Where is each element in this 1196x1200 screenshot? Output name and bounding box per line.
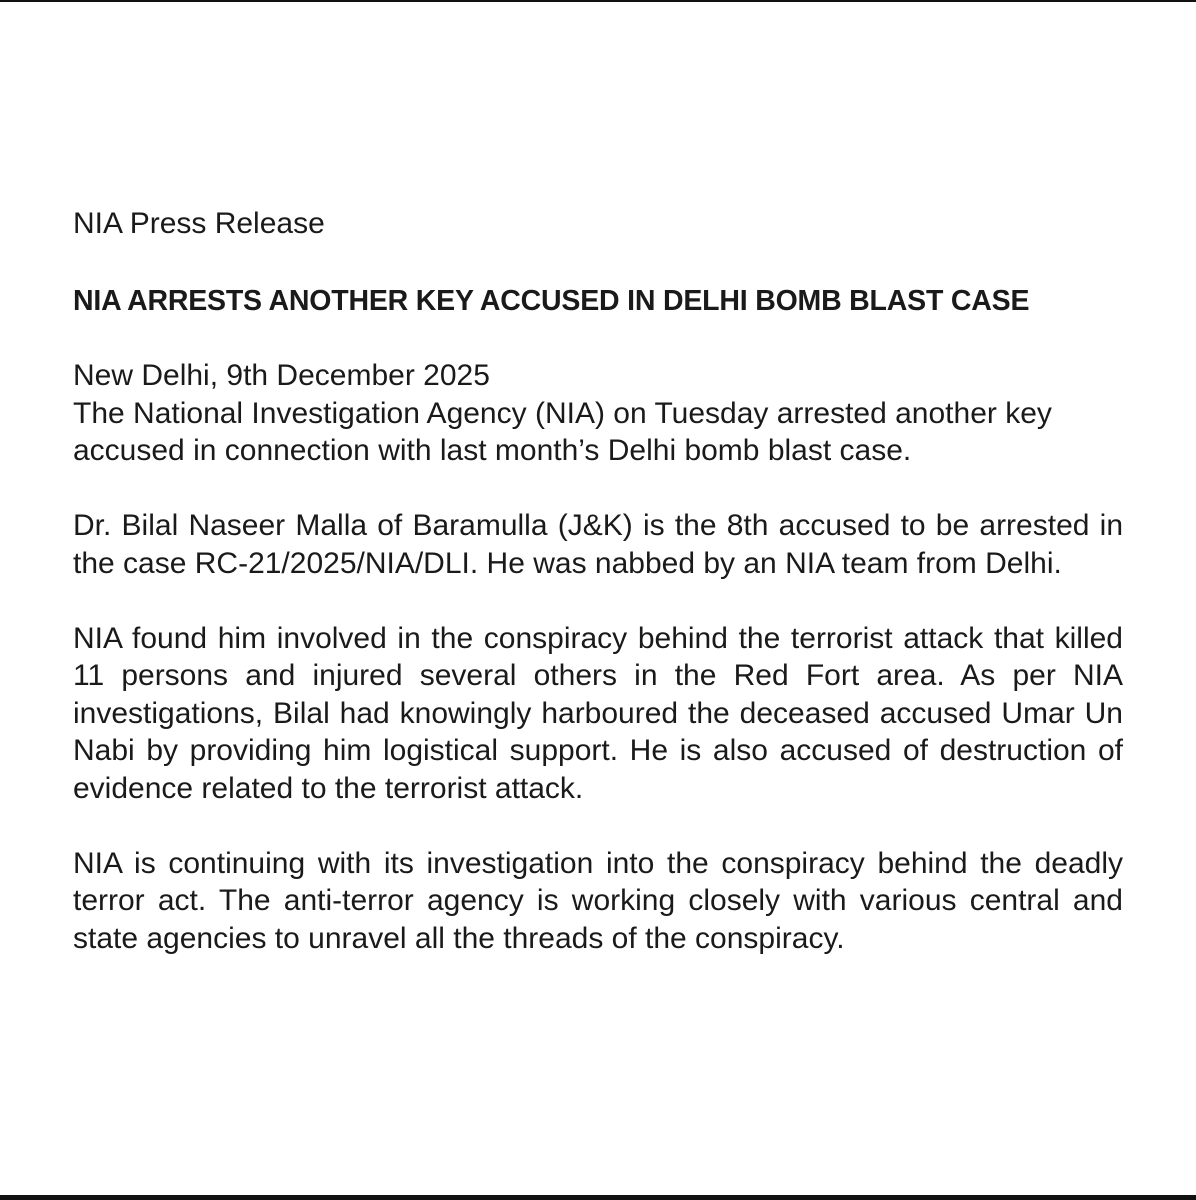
headline: NIA ARRESTS ANOTHER KEY ACCUSED IN DELHI BOMB BLAST CASE (73, 285, 1030, 317)
bottom-border-rule (0, 1195, 1196, 1200)
paragraph-investigation: NIA is continuing with its investigation into the conspiracy behind the deadly terror act. The anti-terror agency is working closely with various central and state agencies to unravel all the threads of the conspiracy. (73, 846, 1123, 955)
paragraph-intro: The National Investigation Agency (NIA) on Tuesday arrested another key accused in connection with last month’s Delhi bomb blast case. (73, 396, 1052, 467)
paragraph-involvement: NIA found him involved in the conspiracy behind the terrorist attack that killed 11 persons and injured several others in the Red Fort area. As per NIA investigations, Bilal had knowingly harboured the deceased accused Umar Un Nabi by providing him logistical support. He is also accused of destruction of evidence related to the terrorist attack. (73, 621, 1123, 805)
release-label: NIA Press Release (73, 207, 325, 240)
top-border-rule (0, 0, 1196, 2)
dateline: New Delhi, 9th December 2025 (73, 359, 490, 392)
paragraph-accused: Dr. Bilal Naseer Malla of Baramulla (J&K) is the 8th accused to be arrested in the case RC-21/2025/NIA/DLI. He was nabbed by an NIA team from Delhi. (73, 509, 1123, 580)
press-release (73, 205, 1123, 957)
